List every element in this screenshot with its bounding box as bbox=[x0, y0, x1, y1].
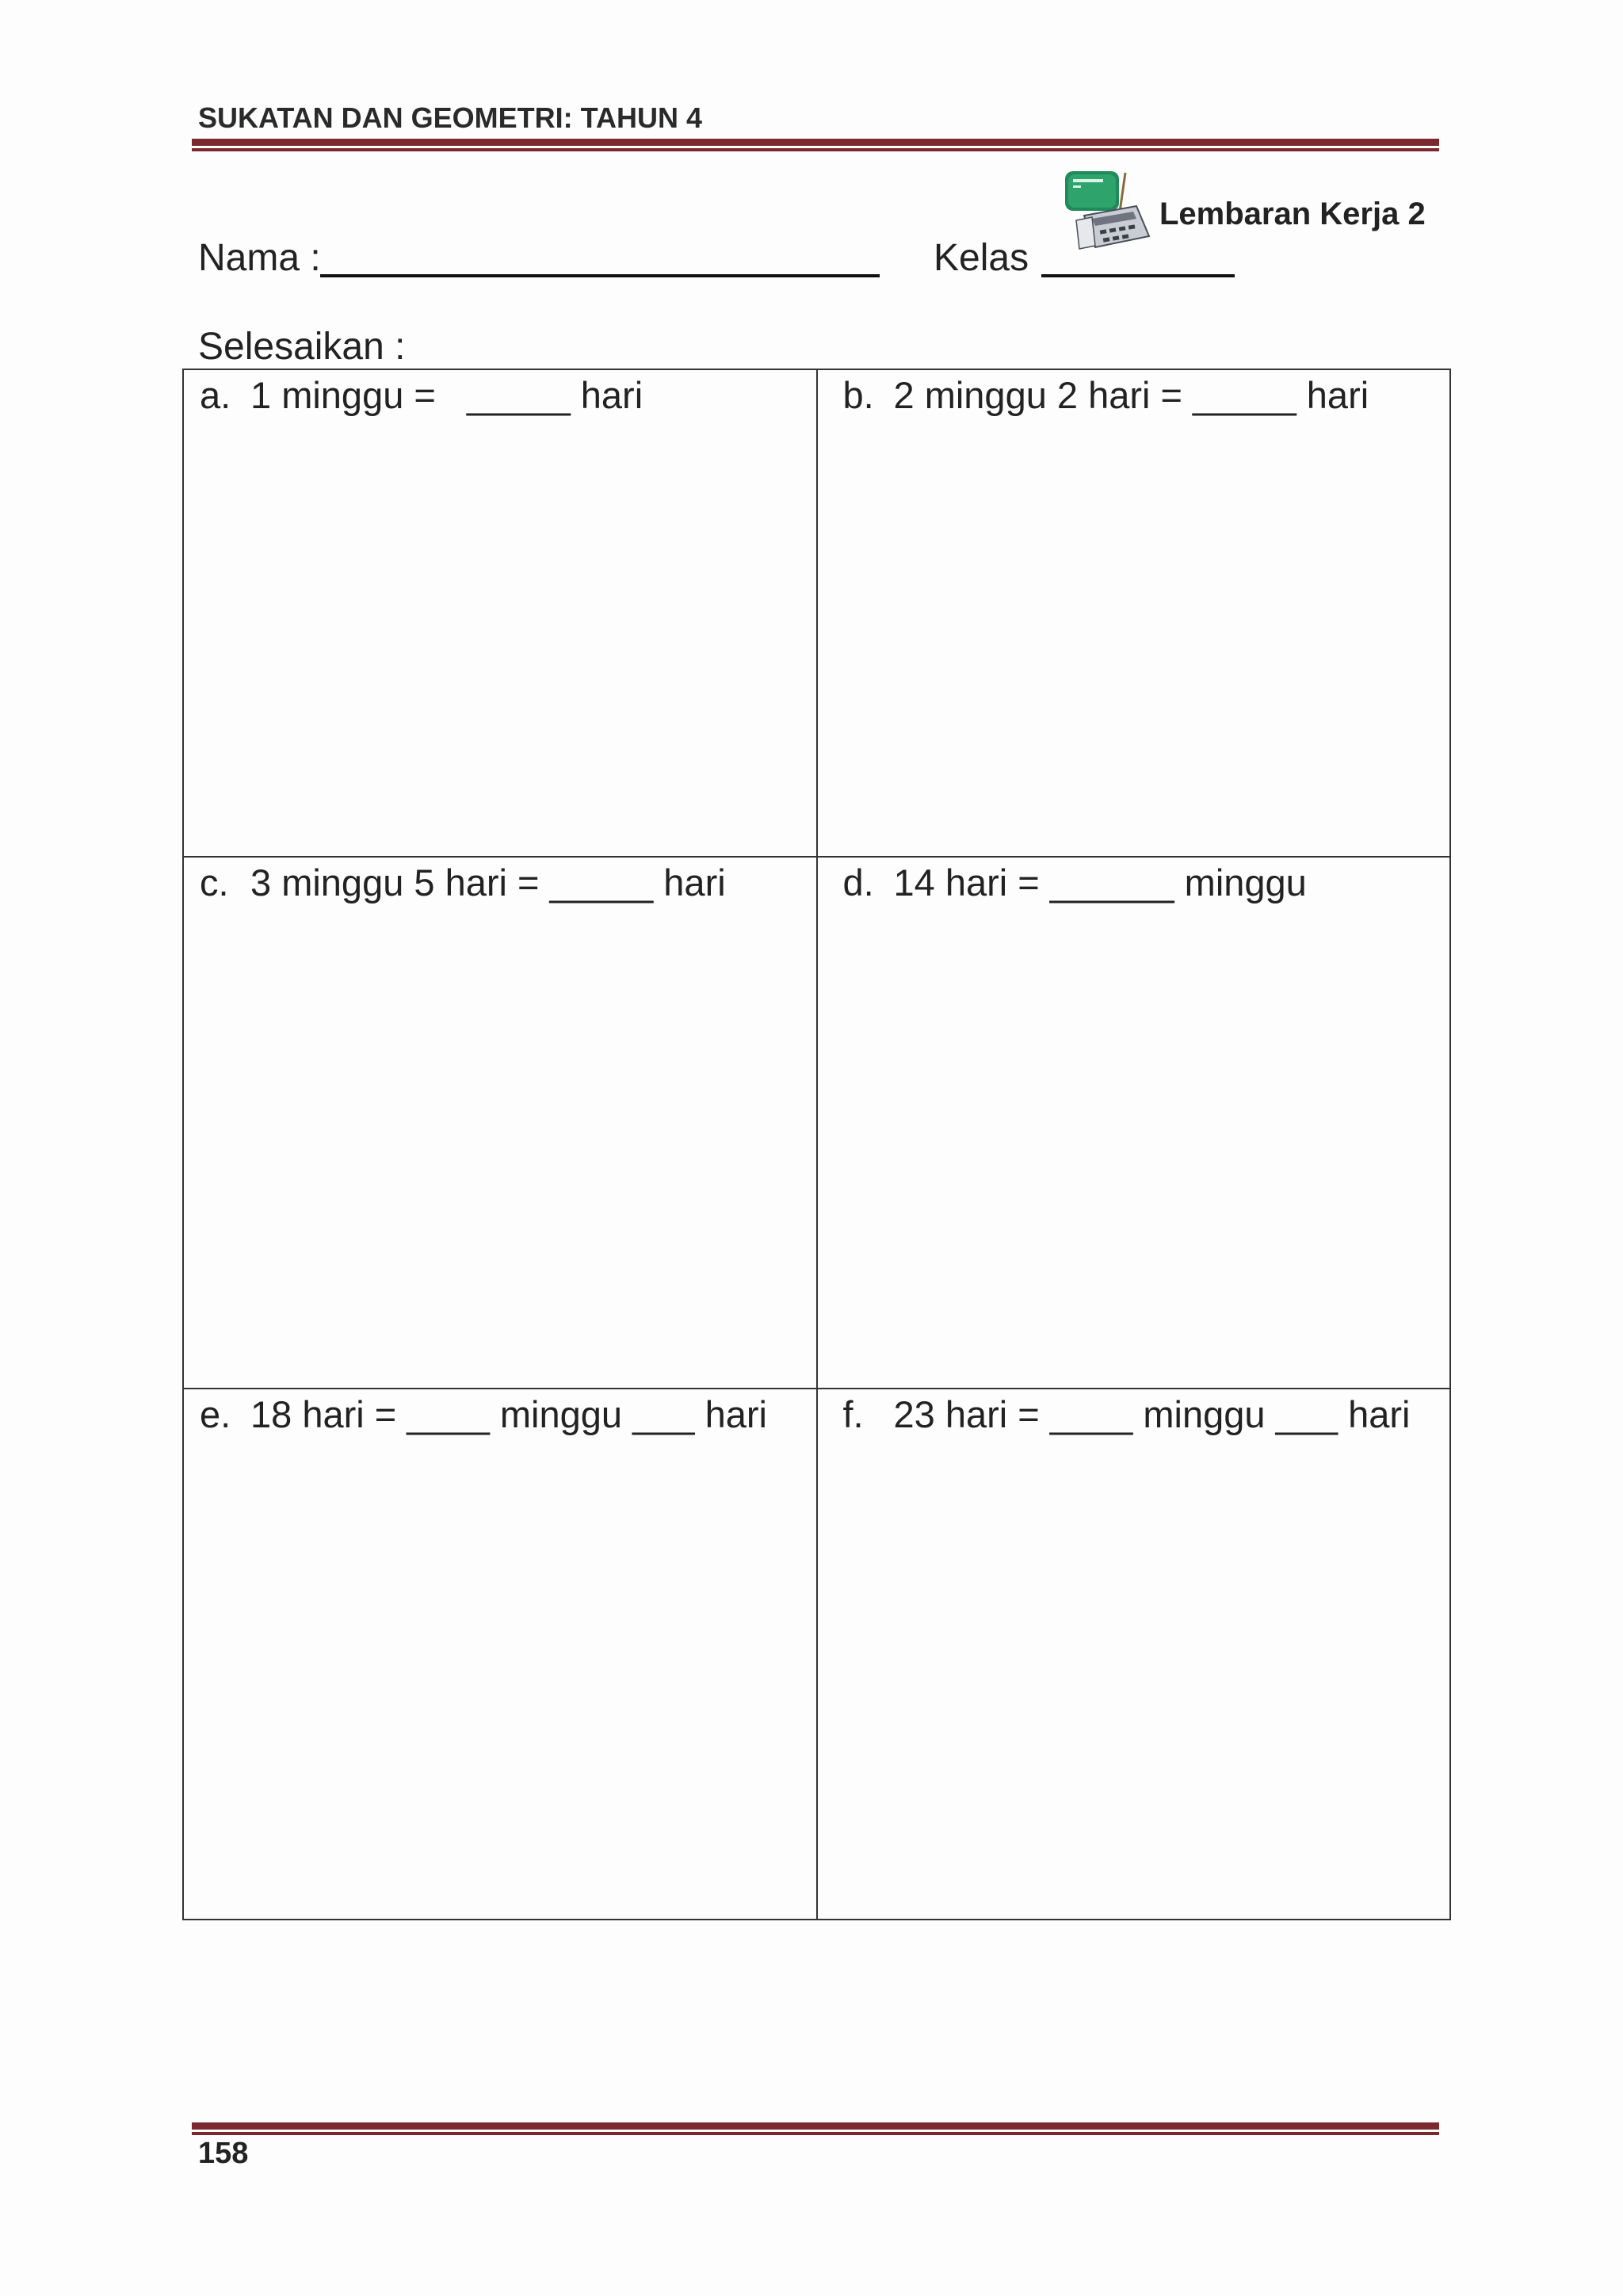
footer-rule bbox=[192, 2122, 1439, 2135]
question-cell-e[interactable] bbox=[183, 1389, 817, 1920]
answer-grid bbox=[182, 369, 1451, 1920]
calculator-chalkboard-icon bbox=[1060, 168, 1155, 250]
class-label: Kelas bbox=[934, 237, 1029, 279]
page-number: 158 bbox=[198, 2137, 249, 2170]
name-label: Nama : bbox=[198, 237, 321, 279]
question-letter: d. bbox=[842, 861, 874, 904]
question-text: 23 hari = ____ minggu ___ hari bbox=[893, 1393, 1411, 1435]
question-letter: e. bbox=[200, 1393, 231, 1435]
question-text: 18 hari = ____ minggu ___ hari bbox=[250, 1393, 767, 1435]
question-text: 3 minggu 5 hari = _____ hari bbox=[250, 861, 726, 904]
worksheet-label: Lembaran Kerja 2 bbox=[1159, 197, 1426, 231]
question-cell-f[interactable] bbox=[817, 1389, 1451, 1920]
header-rule bbox=[192, 139, 1439, 151]
question-letter: a. bbox=[200, 374, 231, 416]
question-cell-c[interactable] bbox=[183, 857, 817, 1389]
question-cell-b[interactable] bbox=[817, 369, 1451, 857]
question-cell-a[interactable] bbox=[183, 369, 817, 857]
question-letter: c. bbox=[200, 861, 229, 904]
question-text: 14 hari = ______ minggu bbox=[893, 861, 1307, 904]
question-letter: b. bbox=[842, 374, 874, 416]
name-field[interactable] bbox=[320, 274, 880, 277]
question-text: 2 minggu 2 hari = _____ hari bbox=[893, 374, 1369, 416]
question-cell-d[interactable] bbox=[817, 857, 1451, 1389]
running-header: SUKATAN DAN GEOMETRI: TAHUN 4 bbox=[198, 101, 702, 134]
question-text: 1 minggu = _____ hari bbox=[250, 374, 643, 416]
class-field[interactable] bbox=[1041, 274, 1235, 277]
question-letter: f. bbox=[842, 1393, 864, 1435]
instruction-text: Selesaikan : bbox=[198, 326, 406, 368]
